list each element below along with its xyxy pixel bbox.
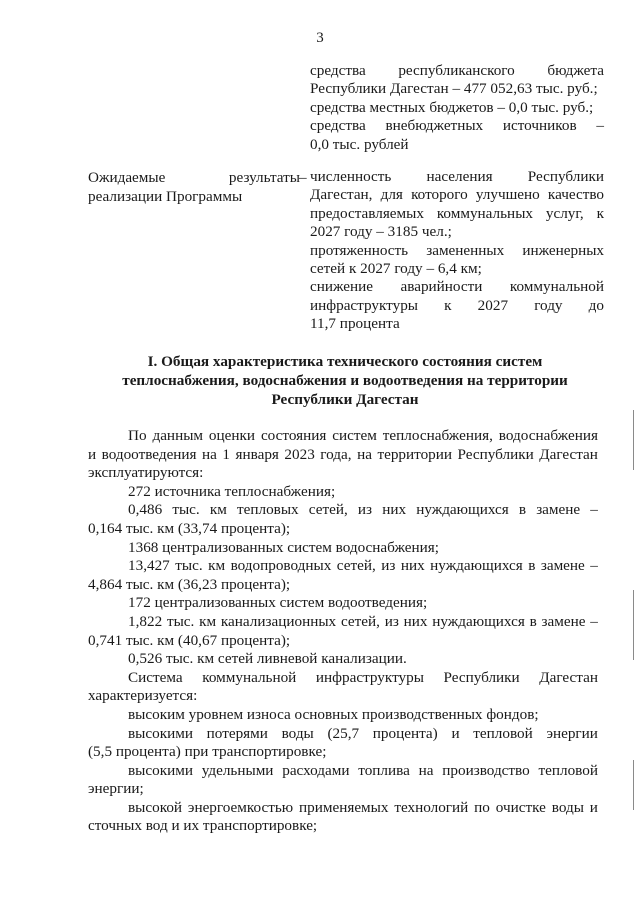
body-word: января xyxy=(235,445,279,463)
body-word: и xyxy=(451,724,460,742)
body-word: по xyxy=(474,798,490,816)
body-word: и xyxy=(88,445,97,463)
body-word: тыс. xyxy=(172,501,200,519)
body-word: эксплуатируются: xyxy=(88,464,204,482)
body-word: тыс. xyxy=(166,612,195,630)
expected-results-value xyxy=(310,168,604,334)
body-word: них xyxy=(400,557,425,575)
expected-value-word: услуг, xyxy=(545,204,584,222)
expected-value-word: численность xyxy=(310,168,392,185)
expected-value-word: 2027 xyxy=(477,296,509,314)
body-word: высокими xyxy=(128,724,193,742)
body-word: 1,822 xyxy=(128,612,163,630)
body-word: воды xyxy=(281,724,314,742)
body-word: на xyxy=(357,445,372,463)
funding-value-line xyxy=(310,80,604,98)
body-word: инфраструктуры xyxy=(315,668,424,686)
body-word: года, xyxy=(320,445,352,463)
expected-value-line xyxy=(310,186,604,204)
body-word: удельными xyxy=(201,761,274,779)
expected-value-word: 11,7 процента xyxy=(310,315,400,333)
expected-value-line xyxy=(310,260,604,278)
body-word: расходами xyxy=(282,761,350,779)
body-word: топлива xyxy=(358,761,410,779)
body-word: оценки xyxy=(208,427,256,444)
expected-value-word: качество xyxy=(547,186,604,204)
expected-value-word: замененных xyxy=(426,241,505,259)
body-line xyxy=(88,613,598,632)
page-edge-mark xyxy=(633,410,634,470)
funding-value-word: средства xyxy=(310,117,366,135)
body-word: канализационных xyxy=(220,612,337,630)
body-word: 0,741 тыс. км (40,67 процента); xyxy=(88,631,291,649)
body-line xyxy=(88,557,598,576)
body-word: высоким уровнем износа основных производственных фондов; xyxy=(128,705,539,723)
body-word: теплоснабжения, xyxy=(382,427,493,444)
expected-value-word: для xyxy=(380,186,403,204)
body-word: 1 xyxy=(222,445,231,463)
body-word: из xyxy=(381,557,396,575)
expected-value-word: к xyxy=(596,204,604,222)
body-word: замене xyxy=(536,501,581,519)
body-word: технологий xyxy=(394,798,469,816)
body-word: 0,164 тыс. км (33,74 процента); xyxy=(88,519,291,537)
funding-value-word: средства местных бюджетов – 0,0 тыс. руб.; xyxy=(310,98,594,116)
expected-value-line xyxy=(310,205,604,223)
body-line xyxy=(88,743,598,762)
body-word: высокой xyxy=(128,798,183,816)
expected-label-line xyxy=(88,187,300,206)
funding-value-word: внебюджетных xyxy=(385,117,484,135)
expected-label-word: результаты xyxy=(228,169,300,186)
body-word: По xyxy=(128,427,147,444)
body-word: (5,5 процента) при транспортировке; xyxy=(88,743,327,761)
body-line xyxy=(88,706,598,725)
body-word: энергии xyxy=(546,724,598,742)
body-line xyxy=(88,762,598,781)
body-word: нуждающихся xyxy=(430,557,523,575)
body-word: нуждающихся xyxy=(416,501,509,519)
body-word: в xyxy=(529,612,537,630)
body-word: км xyxy=(208,557,226,575)
funding-value-line xyxy=(310,136,604,154)
body-word: энергоемкостью xyxy=(187,798,294,816)
body-word: тепловой xyxy=(538,761,598,779)
page-number: 3 xyxy=(316,30,324,46)
expected-value-word: протяженность xyxy=(310,241,409,259)
expected-value-word: 2027 году – 3185 чел.; xyxy=(310,223,452,241)
expected-label-line xyxy=(88,168,300,187)
body-line xyxy=(88,483,598,502)
expected-value-word: сетей к 2027 году – 6,4 км; xyxy=(310,260,482,278)
body-word: сточных вод и их транспортировке; xyxy=(88,817,318,835)
page-edge-mark xyxy=(633,590,634,660)
body-word: на xyxy=(202,445,217,463)
body-word: км xyxy=(199,612,217,630)
body-word: водоснабжения xyxy=(498,427,598,444)
body-word: км xyxy=(209,501,227,519)
body-word: состояния xyxy=(260,427,327,444)
body-line xyxy=(88,464,598,483)
body-word: замене xyxy=(541,612,586,630)
body-line xyxy=(88,539,598,558)
body-word: 172 централизованных систем водоотведения; xyxy=(128,594,428,612)
expected-value-word: инженерных xyxy=(522,241,604,259)
body-word: и xyxy=(589,798,598,816)
body-line xyxy=(88,632,598,651)
body-word: (25,7 xyxy=(327,724,360,742)
body-word: сетей, xyxy=(340,612,380,630)
body-word: нуждающихся xyxy=(432,612,525,630)
body-word: тыс. xyxy=(175,557,203,575)
body-word: очистке xyxy=(495,798,546,816)
body-word: из xyxy=(357,501,373,519)
expected-value-line xyxy=(310,223,604,241)
expected-value-word: предоставляемых xyxy=(310,204,424,222)
body-word: Республики xyxy=(443,668,520,686)
funding-value-word: 0,0 тыс. рублей xyxy=(310,135,409,153)
body-word: 1368 централизованных систем водоснабжения; xyxy=(128,538,440,556)
funding-value xyxy=(310,62,604,154)
section-heading-line: I. Общая характеристика технического состояния систем xyxy=(147,353,543,370)
body-word: 13,427 xyxy=(128,557,170,575)
expected-value-word: снижение xyxy=(310,278,374,296)
expected-value-line xyxy=(310,168,604,186)
expected-value-line xyxy=(310,297,604,315)
funding-value-word: республиканского xyxy=(398,62,515,79)
body-word: коммунальной xyxy=(202,668,297,686)
expected-value-word: населения xyxy=(426,168,493,185)
expected-value-word: Дагестан, xyxy=(310,186,373,204)
body-line xyxy=(88,594,598,613)
body-word: потерями xyxy=(206,724,268,742)
body-word: в xyxy=(518,501,527,519)
expected-value-line xyxy=(310,315,604,333)
section-body xyxy=(88,427,598,836)
body-word: производство xyxy=(442,761,530,779)
body-word: на xyxy=(418,761,434,779)
funding-value-line xyxy=(310,62,604,80)
body-word: Дагестан xyxy=(539,445,598,463)
body-word: 4,864 тыс. км (36,23 процента); xyxy=(88,575,291,593)
expected-value-word: к xyxy=(444,296,452,314)
expected-results-label xyxy=(88,168,300,206)
expected-value-word: которого xyxy=(411,186,468,204)
body-word: водоотведения xyxy=(101,445,197,463)
expected-value-word: коммунальных xyxy=(436,204,533,222)
funding-value-word: источников xyxy=(502,117,577,135)
body-word: энергии; xyxy=(88,780,144,798)
body-word: воды xyxy=(551,798,584,816)
body-line xyxy=(88,576,598,595)
body-line xyxy=(88,725,598,744)
funding-value-word: бюджета xyxy=(547,62,604,79)
body-word: сетей, xyxy=(336,557,376,575)
body-word: водопроводных xyxy=(230,557,332,575)
funding-value-line xyxy=(310,99,604,117)
expected-value-word: Республики xyxy=(527,168,604,185)
body-line xyxy=(88,446,598,465)
expected-value-line xyxy=(310,242,604,260)
section-heading xyxy=(80,352,610,410)
expected-value-word: инфраструктуры xyxy=(310,296,418,314)
body-line xyxy=(88,687,598,706)
body-word: замене xyxy=(540,557,585,575)
body-word: 0,526 тыс. км сетей ливневой канализации. xyxy=(128,650,407,668)
body-word: высокими xyxy=(128,761,193,779)
funding-value-word: средства xyxy=(310,62,366,79)
body-word: 2023 xyxy=(284,445,315,463)
body-line xyxy=(88,669,598,688)
body-line xyxy=(88,520,598,539)
body-line xyxy=(88,780,598,799)
expected-value-word: коммунальной xyxy=(509,278,604,296)
body-word: Республики xyxy=(457,445,534,463)
body-word: 272 источника теплоснабжения; xyxy=(128,482,336,500)
body-word: – xyxy=(590,501,598,519)
body-word: систем xyxy=(332,427,377,444)
page-edge-mark xyxy=(633,760,634,810)
body-line xyxy=(88,427,598,446)
body-word: тепловых xyxy=(236,501,299,519)
expected-value-word: улучшено xyxy=(475,186,540,204)
body-word: территории xyxy=(377,445,453,463)
expected-value-word: до xyxy=(588,296,604,314)
body-word: характеризуется: xyxy=(88,687,198,705)
section-heading-line: теплоснабжения, водоснабжения и водоотведения на территории xyxy=(122,372,568,390)
body-word: применяемых xyxy=(299,798,389,816)
expected-value-line xyxy=(310,278,604,296)
expected-label-word: реализации Программы xyxy=(88,188,243,205)
body-word: них xyxy=(403,612,428,630)
body-word: Дагестан xyxy=(539,668,598,686)
expected-value-word: аварийности xyxy=(400,278,483,296)
body-word: сетей, xyxy=(308,501,348,519)
body-line xyxy=(88,799,598,818)
section-heading-line: Республики Дагестан xyxy=(271,391,419,409)
body-word: Система xyxy=(128,668,183,686)
funding-value-line xyxy=(310,117,604,135)
body-word: тепловой xyxy=(473,724,533,742)
body-word: данным xyxy=(152,427,204,444)
body-line xyxy=(88,817,598,836)
body-word: – xyxy=(590,557,598,575)
body-word: из xyxy=(384,612,399,630)
body-line xyxy=(88,650,598,669)
body-word: 0,486 xyxy=(128,501,163,519)
body-word: в xyxy=(528,557,536,575)
label-dash: – xyxy=(299,169,307,186)
funding-value-word: – xyxy=(596,117,604,135)
expected-value-word: году xyxy=(534,296,563,314)
expected-label-word: Ожидаемые xyxy=(88,169,166,186)
body-word: – xyxy=(590,612,598,630)
body-word: них xyxy=(382,501,407,519)
funding-value-word: Республики Дагестан – 477 052,63 тыс. руб.; xyxy=(310,80,598,98)
body-word: процента) xyxy=(372,724,438,742)
body-line xyxy=(88,501,598,520)
